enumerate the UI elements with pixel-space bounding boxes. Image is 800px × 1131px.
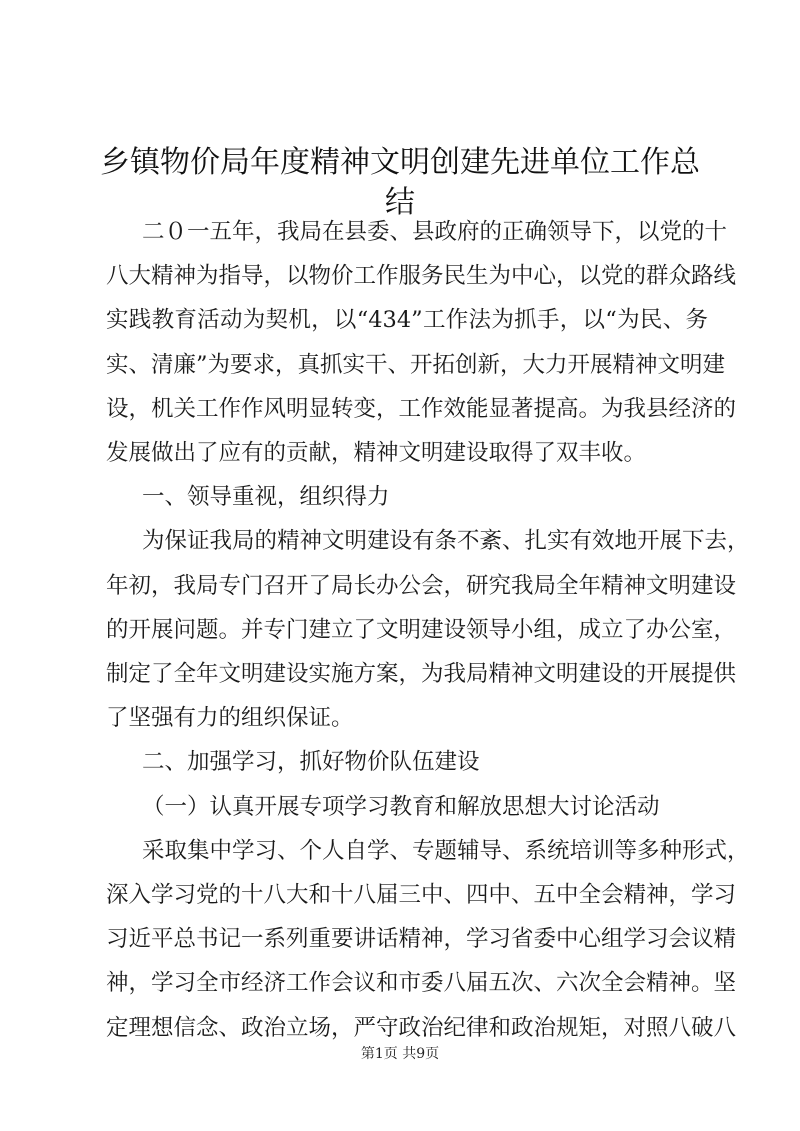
body-text-line: 定理想信念、政治立场，严守政治纪律和政治规矩，对照八破八 xyxy=(106,1014,737,1041)
document-title-line-2: 结 xyxy=(385,185,415,220)
body-text-line: 采取集中学习、个人自学、专题辅导、系统培训等多种形式， xyxy=(142,837,750,864)
body-text-line: 神，学习全市经济工作会议和市委八届五次、六次全会精神。坚 xyxy=(106,970,737,997)
body-text-line: 设，机关工作作风明显转变，工作效能显著提高。为我县经济的 xyxy=(106,395,737,422)
page-footer: 第1页 共9页 xyxy=(360,1046,440,1062)
body-text-line: 实践教育活动为契机，以“434”工作法为抓手，以“为民、务 xyxy=(106,307,708,334)
body-text-line: 二、加强学习，抓好物价队伍建设 xyxy=(142,749,480,776)
body-text-line: 二０一五年，我局在县委、县政府的正确领导下，以党的十 xyxy=(142,219,728,245)
body-text-line: 习近平总书记一系列重要讲话精神，学习省委中心组学习会议精 xyxy=(106,926,737,953)
body-text-line: 的开展问题。并专门建立了文明建设领导小组，成立了办公室， xyxy=(106,616,737,643)
document-title-line-1: 乡镇物价局年度精神文明创建先进单位工作总 xyxy=(100,145,700,180)
body-text-line: 发展做出了应有的贡献，精神文明建设取得了双丰收。 xyxy=(106,440,647,466)
body-text-line: 为保证我局的精神文明建设有条不紊、扎实有效地开展下去， xyxy=(142,528,750,555)
body-text-line: 了坚强有力的组织保证。 xyxy=(106,705,354,732)
body-text-line: 八大精神为指导，以物价工作服务民生为中心，以党的群众路线 xyxy=(106,263,737,290)
body-text-line: 实、清廉”为要求，真抓实干、开拓创新，大力开展精神文明建 xyxy=(106,351,726,378)
body-text-line: 一、领导重视，组织得力 xyxy=(142,484,390,511)
body-text-line: 制定了全年文明建设实施方案，为我局精神文明建设的开展提供 xyxy=(106,661,737,687)
body-text-line: 深入学习党的十八大和十八届三中、四中、五中全会精神，学习 xyxy=(106,882,737,908)
body-text-line: （一）认真开展专项学习教育和解放思想大讨论活动 xyxy=(142,793,660,820)
body-text-line: 年初，我局专门召开了局长办公会，研究我局全年精神文明建设 xyxy=(106,572,737,599)
